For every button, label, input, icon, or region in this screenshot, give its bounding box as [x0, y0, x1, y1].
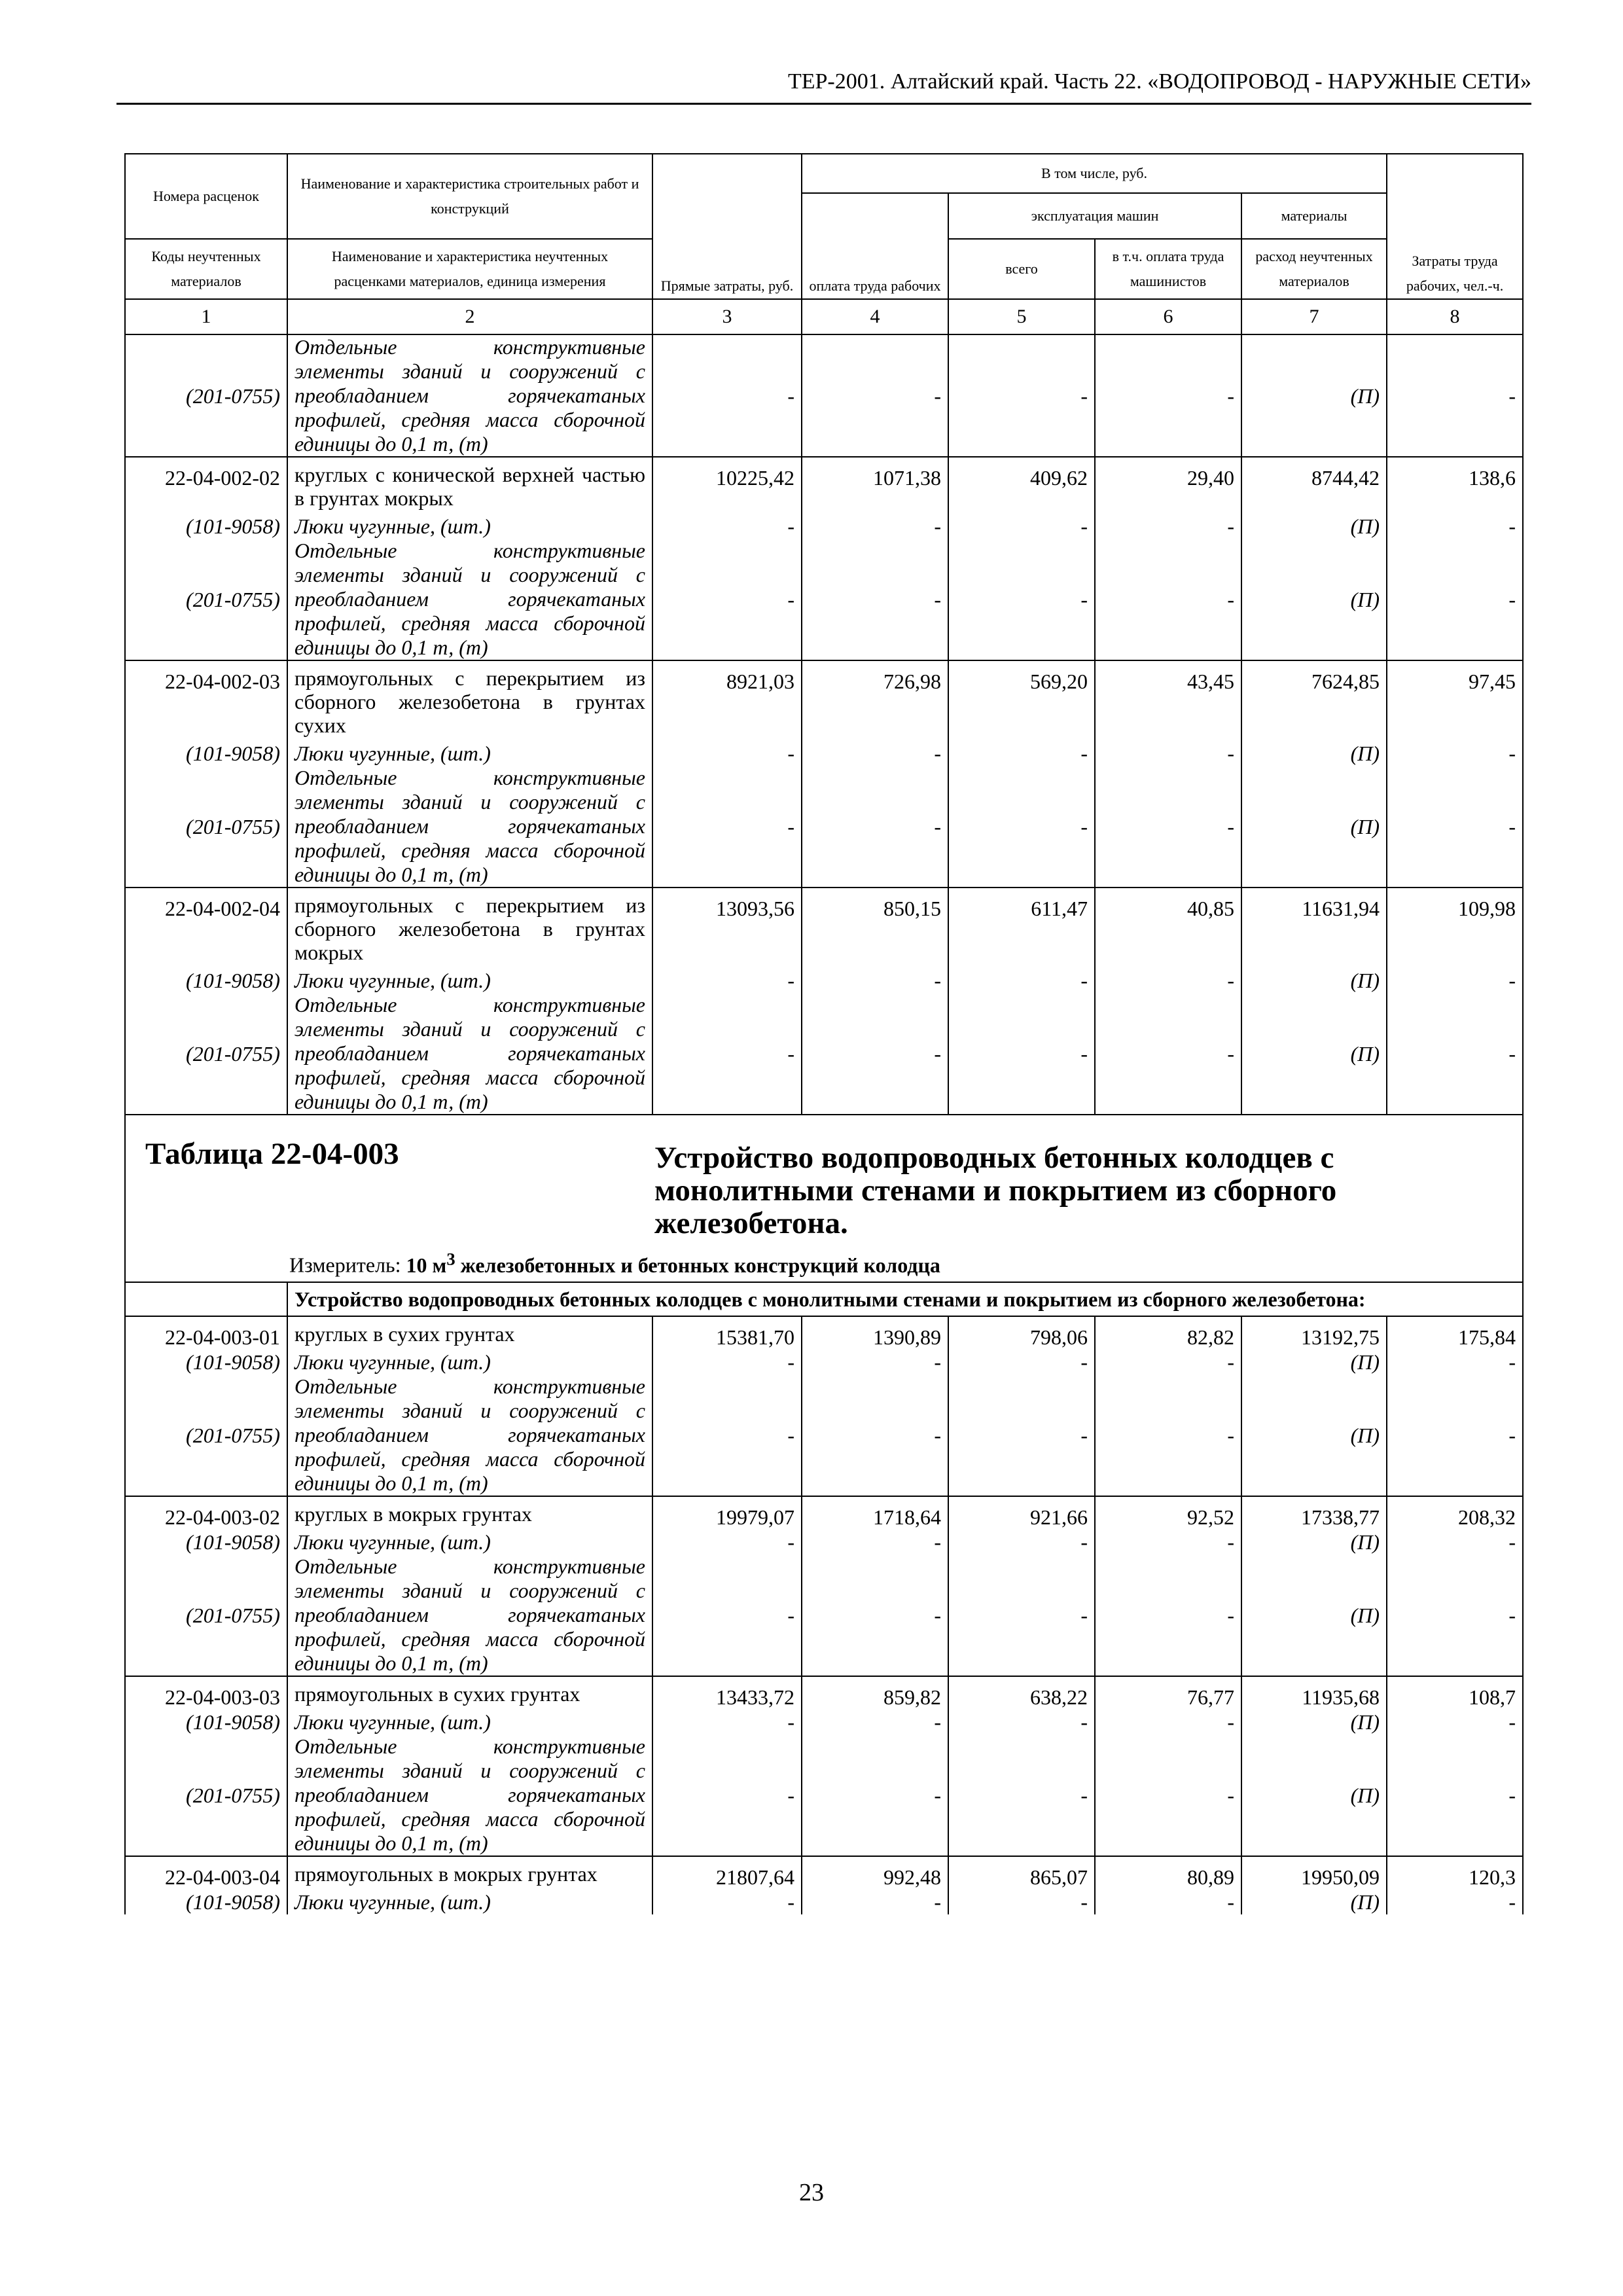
rate-code: 22-04-002-02 — [125, 457, 287, 514]
rate-code: 22-04-002-04 — [125, 888, 287, 968]
dash-cell: - — [1387, 334, 1523, 457]
worker-pay: 992,48 — [802, 1856, 948, 1890]
machinist-pay: 40,85 — [1095, 888, 1241, 968]
meter-label: Измеритель: — [289, 1253, 401, 1277]
meter-value: 10 м — [406, 1253, 447, 1277]
material-name: Люки чугунные, (шт.) — [287, 1530, 652, 1554]
dash-cell: - — [802, 1530, 948, 1554]
dash-cell: - — [802, 968, 948, 993]
dash-cell: - — [652, 1350, 802, 1374]
direct-costs: 10225,42 — [652, 457, 802, 514]
dash-cell: - — [1387, 1890, 1523, 1914]
material-code: (201-0755) — [125, 1734, 287, 1856]
material-consumption-cell: (П) — [1241, 1374, 1387, 1496]
machinist-pay: 92,52 — [1095, 1496, 1241, 1530]
rate-name: прямоугольных с перекрытием из сборного железобетона в грунтах мокрых — [287, 888, 652, 968]
dash-cell: - — [1095, 1734, 1241, 1856]
material-consumption-cell: (П) — [1241, 514, 1387, 539]
machines-total: 611,47 — [948, 888, 1095, 968]
dash-cell: - — [1095, 993, 1241, 1115]
material-code: (101-9058) — [125, 1530, 287, 1554]
dash-cell: - — [948, 1554, 1095, 1676]
price-table — [124, 153, 1524, 1914]
col-header-machines: эксплуатация машин — [948, 193, 1241, 239]
material-code: (101-9058) — [125, 968, 287, 993]
meter-sup: 3 — [446, 1249, 455, 1269]
material-consumption-cell: (П) — [1241, 1530, 1387, 1554]
col-number: 8 — [1387, 299, 1523, 334]
dash-cell: - — [802, 741, 948, 766]
section-heading: Устройство водопроводных бетонных колодцев с монолитными стенами и покрытием из сборного железобетона: — [287, 1282, 1523, 1316]
worker-pay: 859,82 — [802, 1676, 948, 1710]
col-number: 3 — [652, 299, 802, 334]
rate-name: круглых в сухих грунтах — [287, 1316, 652, 1350]
dash-cell: - — [652, 1530, 802, 1554]
machines-total: 409,62 — [948, 457, 1095, 514]
table-id: Таблица 22-04-003 — [145, 1137, 399, 1171]
material-code: (201-0755) — [125, 334, 287, 457]
dash-cell: - — [1387, 1710, 1523, 1734]
dash-cell: - — [948, 334, 1095, 457]
col-number: 7 — [1241, 299, 1387, 334]
dash-cell: - — [1095, 1350, 1241, 1374]
material-name: Отдельные конструктивные элементы зданий и сооружений с преобладанием горячекатаных профилей, средняя масса сборочной единицы до 0,1 т, (т) — [287, 334, 652, 457]
dash-cell: - — [1387, 539, 1523, 660]
col-header-work-name: Наименование и характеристика строительных работ и конструкций — [287, 154, 652, 239]
rate-code: 22-04-003-03 — [125, 1676, 287, 1710]
col-header-direct-costs: Прямые затраты, руб. — [652, 154, 802, 299]
materials-cost: 11935,68 — [1241, 1676, 1387, 1710]
material-name: Люки чугунные, (шт.) — [287, 514, 652, 539]
machinist-pay: 80,89 — [1095, 1856, 1241, 1890]
col-header-worker-pay: оплата труда рабочих — [802, 193, 948, 299]
dash-cell: - — [652, 1374, 802, 1496]
col-number: 1 — [125, 299, 287, 334]
material-consumption-cell: (П) — [1241, 1710, 1387, 1734]
direct-costs: 13093,56 — [652, 888, 802, 968]
col-header-machines-total: всего — [948, 239, 1095, 299]
machines-total: 798,06 — [948, 1316, 1095, 1350]
table-meter — [289, 1246, 940, 1278]
dash-cell: - — [948, 1734, 1095, 1856]
dash-cell: - — [1095, 539, 1241, 660]
dash-cell: - — [1095, 1710, 1241, 1734]
machines-total: 921,66 — [948, 1496, 1095, 1530]
dash-cell: - — [802, 1734, 948, 1856]
machinist-pay: 82,82 — [1095, 1316, 1241, 1350]
labor-hours: 108,7 — [1387, 1676, 1523, 1710]
material-consumption-cell: (П) — [1241, 539, 1387, 660]
materials-cost: 7624,85 — [1241, 660, 1387, 741]
dash-cell: - — [652, 334, 802, 457]
dash-cell: - — [1387, 1734, 1523, 1856]
rate-name: круглых в мокрых грунтах — [287, 1496, 652, 1530]
table-title: Устройство водопроводных бетонных колодцев с монолитными стенами и покрытием из сборного железобетона. — [654, 1141, 1337, 1240]
material-name: Отдельные конструктивные элементы зданий и сооружений с преобладанием горячекатаных профилей, средняя масса сборочной единицы до 0,1 т, (т) — [287, 1374, 652, 1496]
header-rule — [116, 103, 1531, 105]
dash-cell: - — [948, 766, 1095, 888]
direct-costs: 15381,70 — [652, 1316, 802, 1350]
dash-cell: - — [1387, 1530, 1523, 1554]
materials-cost: 19950,09 — [1241, 1856, 1387, 1890]
material-consumption-cell: (П) — [1241, 1554, 1387, 1676]
dash-cell: - — [948, 1350, 1095, 1374]
rate-code: 22-04-003-01 — [125, 1316, 287, 1350]
machinist-pay: 76,77 — [1095, 1676, 1241, 1710]
dash-cell: - — [802, 1710, 948, 1734]
direct-costs: 19979,07 — [652, 1496, 802, 1530]
machines-total: 638,22 — [948, 1676, 1095, 1710]
material-name: Отдельные конструктивные элементы зданий и сооружений с преобладанием горячекатаных профилей, средняя масса сборочной единицы до 0,1 т, (т) — [287, 766, 652, 888]
material-name: Люки чугунные, (шт.) — [287, 741, 652, 766]
col-number: 6 — [1095, 299, 1241, 334]
dash-cell: - — [802, 993, 948, 1115]
material-name: Отдельные конструктивные элементы зданий и сооружений с преобладанием горячекатаных профилей, средняя масса сборочной единицы до 0,1 т, (т) — [287, 539, 652, 660]
materials-cost: 11631,94 — [1241, 888, 1387, 968]
dash-cell: - — [1095, 1554, 1241, 1676]
material-name: Люки чугунные, (шт.) — [287, 1890, 652, 1914]
dash-cell: - — [1387, 766, 1523, 888]
dash-cell: - — [802, 766, 948, 888]
direct-costs: 13433,72 — [652, 1676, 802, 1710]
material-code: (101-9058) — [125, 1890, 287, 1914]
material-consumption-cell: (П) — [1241, 766, 1387, 888]
materials-cost: 13192,75 — [1241, 1316, 1387, 1350]
machines-total: 865,07 — [948, 1856, 1095, 1890]
material-code: (101-9058) — [125, 514, 287, 539]
dash-cell: - — [802, 539, 948, 660]
material-code: (101-9058) — [125, 1350, 287, 1374]
material-name: Отдельные конструктивные элементы зданий и сооружений с преобладанием горячекатаных профилей, средняя масса сборочной единицы до 0,1 т, (т) — [287, 1554, 652, 1676]
col-header-labor-hours: Затраты труда рабочих, чел.-ч. — [1387, 154, 1523, 299]
machines-total: 569,20 — [948, 660, 1095, 741]
dash-cell: - — [802, 1350, 948, 1374]
dash-cell: - — [948, 968, 1095, 993]
dash-cell: - — [652, 1554, 802, 1676]
material-name: Люки чугунные, (шт.) — [287, 968, 652, 993]
material-code: (201-0755) — [125, 539, 287, 660]
dash-cell: - — [652, 741, 802, 766]
worker-pay: 850,15 — [802, 888, 948, 968]
material-consumption-cell: (П) — [1241, 1350, 1387, 1374]
rate-code: 22-04-003-04 — [125, 1856, 287, 1890]
material-consumption-cell: (П) — [1241, 741, 1387, 766]
dash-cell: - — [652, 766, 802, 888]
labor-hours: 109,98 — [1387, 888, 1523, 968]
dash-cell: - — [802, 1554, 948, 1676]
dash-cell: - — [1095, 741, 1241, 766]
rate-name: прямоугольных в сухих грунтах — [287, 1676, 652, 1710]
dash-cell: - — [948, 1890, 1095, 1914]
dash-cell: - — [802, 1374, 948, 1496]
dash-cell: - — [652, 993, 802, 1115]
dash-cell: - — [802, 1890, 948, 1914]
dash-cell: - — [948, 993, 1095, 1115]
dash-cell: - — [1095, 1890, 1241, 1914]
labor-hours: 120,3 — [1387, 1856, 1523, 1890]
worker-pay: 726,98 — [802, 660, 948, 741]
rate-name: круглых с конической верхней частью в грунтах мокрых — [287, 457, 652, 514]
col-number: 5 — [948, 299, 1095, 334]
dash-cell: - — [1387, 1374, 1523, 1496]
col-header-materials: материалы — [1241, 193, 1387, 239]
dash-cell: - — [1387, 1350, 1523, 1374]
dash-cell: - — [1095, 968, 1241, 993]
col-header-machinist-pay: в т.ч. оплата труда машинистов — [1095, 239, 1241, 299]
dash-cell: - — [1387, 993, 1523, 1115]
labor-hours: 138,6 — [1387, 457, 1523, 514]
worker-pay: 1390,89 — [802, 1316, 948, 1350]
col-header-including: В том числе, руб. — [802, 154, 1387, 193]
dash-cell: - — [1095, 1374, 1241, 1496]
running-header: ТЕР-2001. Алтайский край. Часть 22. «ВОДОПРОВОД - НАРУЖНЫЕ СЕТИ» — [787, 69, 1531, 94]
dash-cell: - — [1387, 741, 1523, 766]
material-name: Люки чугунные, (шт.) — [287, 1350, 652, 1374]
dash-cell: - — [1387, 514, 1523, 539]
rate-name: прямоугольных в мокрых грунтах — [287, 1856, 652, 1890]
col-header-material-names: Наименование и характеристика неучтенных расценками материалов, единица измерения — [287, 239, 652, 299]
col-number: 4 — [802, 299, 948, 334]
table-banner — [125, 1115, 1523, 1282]
dash-cell: - — [948, 741, 1095, 766]
col-header-unaccounted-materials: расход неучтенных материалов — [1241, 239, 1387, 299]
material-consumption-cell: (П) — [1241, 1734, 1387, 1856]
machinist-pay: 43,45 — [1095, 660, 1241, 741]
dash-cell: - — [1095, 1530, 1241, 1554]
dash-cell: - — [948, 1374, 1095, 1496]
direct-costs: 8921,03 — [652, 660, 802, 741]
material-name: Отдельные конструктивные элементы зданий и сооружений с преобладанием горячекатаных профилей, средняя масса сборочной единицы до 0,1 т, (т) — [287, 993, 652, 1115]
labor-hours: 97,45 — [1387, 660, 1523, 741]
dash-cell: - — [802, 334, 948, 457]
dash-cell: - — [652, 1734, 802, 1856]
dash-cell: - — [802, 514, 948, 539]
rate-name: прямоугольных с перекрытием из сборного железобетона в грунтах сухих — [287, 660, 652, 741]
dash-cell: - — [948, 539, 1095, 660]
dash-cell: - — [1095, 334, 1241, 457]
material-consumption-cell: (П) — [1241, 968, 1387, 993]
material-name: Отдельные конструктивные элементы зданий и сооружений с преобладанием горячекатаных профилей, средняя масса сборочной единицы до 0,1 т, (т) — [287, 1734, 652, 1856]
material-code: (201-0755) — [125, 1554, 287, 1676]
dash-cell: - — [652, 1890, 802, 1914]
material-code: (201-0755) — [125, 993, 287, 1115]
dash-cell: - — [652, 1710, 802, 1734]
dash-cell: - — [948, 1710, 1095, 1734]
dash-cell: - — [1095, 514, 1241, 539]
meter-rest: железобетонных и бетонных конструкций колодца — [460, 1253, 940, 1277]
material-consumption-cell: (П) — [1241, 1890, 1387, 1914]
materials-cost: 17338,77 — [1241, 1496, 1387, 1530]
machinist-pay: 29,40 — [1095, 457, 1241, 514]
dash-cell: - — [1095, 766, 1241, 888]
material-code: (201-0755) — [125, 1374, 287, 1496]
labor-hours: 208,32 — [1387, 1496, 1523, 1530]
material-code: (101-9058) — [125, 1710, 287, 1734]
material-consumption-cell: (П) — [1241, 334, 1387, 457]
worker-pay: 1718,64 — [802, 1496, 948, 1530]
rate-code: 22-04-002-03 — [125, 660, 287, 741]
rate-code: 22-04-003-02 — [125, 1496, 287, 1530]
page-number: 23 — [799, 2179, 824, 2206]
dash-cell: - — [652, 514, 802, 539]
dash-cell: - — [1387, 1554, 1523, 1676]
dash-cell: - — [948, 1530, 1095, 1554]
col-header-rate-numbers: Номера расценок — [125, 154, 287, 239]
material-consumption-cell: (П) — [1241, 993, 1387, 1115]
labor-hours: 175,84 — [1387, 1316, 1523, 1350]
col-number: 2 — [287, 299, 652, 334]
dash-cell: - — [652, 968, 802, 993]
material-code: (101-9058) — [125, 741, 287, 766]
dash-cell: - — [652, 539, 802, 660]
dash-cell: - — [948, 514, 1095, 539]
materials-cost: 8744,42 — [1241, 457, 1387, 514]
direct-costs: 21807,64 — [652, 1856, 802, 1890]
col-header-material-codes: Коды неучтенных материалов — [125, 239, 287, 299]
dash-cell: - — [1387, 968, 1523, 993]
material-code: (201-0755) — [125, 766, 287, 888]
worker-pay: 1071,38 — [802, 457, 948, 514]
material-name: Люки чугунные, (шт.) — [287, 1710, 652, 1734]
